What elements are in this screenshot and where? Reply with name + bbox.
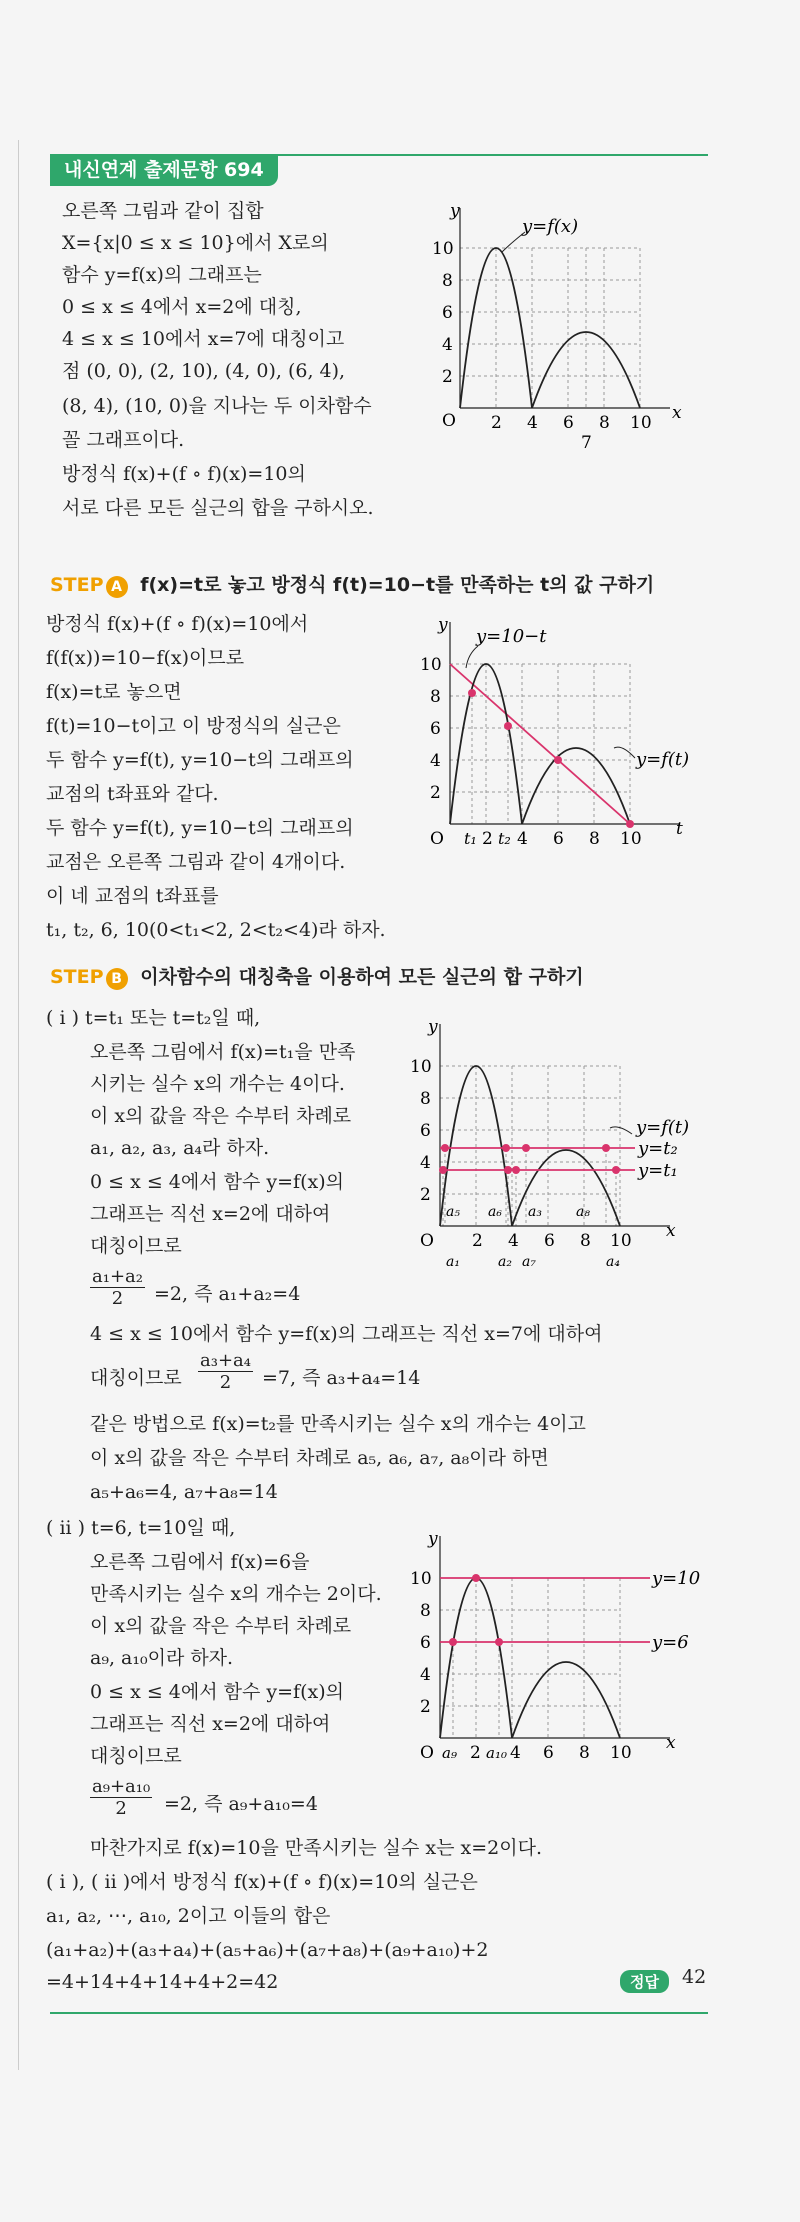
bottom-rule [50, 2012, 708, 2014]
curve-label: y=f(x) [522, 216, 579, 237]
y-axis-label: y [428, 1017, 438, 1037]
case1-line: 시키는 실수 x의 개수는 4이다. [90, 1073, 345, 1095]
t-tick: 6 [553, 829, 564, 849]
x-axis-label: x [672, 403, 682, 423]
y-tick: 4 [430, 751, 441, 771]
y-tick: 2 [420, 1697, 431, 1717]
fraction-3-rest: =2, 즉 a₉+a₁₀=4 [164, 1793, 318, 1815]
x-tick: 6 [563, 413, 574, 433]
step-b-graph-1 [400, 1010, 720, 1300]
x-tick: 6 [544, 1231, 555, 1251]
t-tick: 4 [517, 829, 528, 849]
answer-badge: 정답 [620, 1970, 669, 1993]
step-a-heading [50, 570, 654, 598]
problem-line: 방정식 f(x)+(f ∘ f)(x)=10의 [62, 463, 306, 485]
root-label: a₆ [488, 1204, 502, 1220]
case1-heading: ( i ) t=t₁ 또는 t=t₂일 때, [46, 1007, 261, 1029]
t-tick: 2 [482, 829, 493, 849]
x-tick: 4 [510, 1743, 521, 1763]
curve-label: y=f(t) [636, 749, 690, 770]
y-tick: 4 [442, 335, 453, 355]
line-t2-label: y=t₂ [638, 1138, 678, 1159]
y-tick: 4 [420, 1153, 431, 1173]
y-tick: 10 [432, 239, 454, 259]
case1-line: 이 x의 값을 작은 수부터 차례로 [90, 1105, 352, 1127]
fraction-3 [90, 1776, 152, 1819]
y-tick: 2 [420, 1185, 431, 1205]
y-tick: 8 [420, 1089, 431, 1109]
final-line: a₁, a₂, ⋯, a₁₀, 2이고 이들의 합은 [46, 1905, 331, 1927]
y-axis-label: y [450, 201, 460, 221]
x-tick: 4 [527, 413, 538, 433]
problem-graph [430, 196, 690, 456]
case1-line: a₁, a₂, a₃, a₄라 하자. [90, 1137, 270, 1159]
case1-line: 같은 방법으로 f(x)=t₂를 만족시키는 실수 x의 개수는 4이고 [90, 1413, 586, 1435]
x-tick: 6 [543, 1743, 554, 1763]
step-a-line: f(t)=10−t이고 이 방정식의 실근은 [46, 715, 341, 737]
fraction-num: a₉+a₁₀ [92, 1776, 151, 1797]
line-label: y=10−t [476, 626, 547, 647]
t-tick: 8 [589, 829, 600, 849]
fraction-1 [90, 1266, 145, 1309]
root-label: a₁ [446, 1254, 460, 1270]
t-tick: t₁ [464, 829, 477, 848]
root-label: a₈ [576, 1204, 590, 1220]
case2-line: 그래프는 직선 x=2에 대하여 [90, 1713, 331, 1735]
case2-line: 이 x의 값을 작은 수부터 차례로 [90, 1615, 352, 1637]
step-b-title: 이차함수의 대칭축을 이용하여 모든 실근의 합 구하기 [140, 966, 584, 988]
step-b-heading [50, 962, 584, 990]
step-a-line: 두 함수 y=f(t), y=10−t의 그래프의 [46, 749, 354, 771]
curve-label: y=f(t) [636, 1117, 690, 1138]
y-axis-label: y [438, 615, 448, 635]
x-tick: 8 [579, 1743, 590, 1763]
step-a-line: f(f(x))=10−f(x)이므로 [46, 647, 245, 669]
problem-line: 점 (0, 0), (2, 10), (4, 0), (6, 4), [62, 360, 346, 382]
fraction-den: 2 [115, 1798, 127, 1819]
y-tick: 4 [420, 1665, 431, 1685]
y-tick: 8 [442, 271, 453, 291]
root-label: a₇ [522, 1254, 536, 1270]
root-label: a₂ [498, 1254, 512, 1270]
final-line: 마찬가지로 f(x)=10을 만족시키는 실수 x는 x=2이다. [90, 1837, 543, 1859]
x-tick: 10 [610, 1743, 632, 1763]
fraction-den: 2 [219, 1372, 232, 1393]
step-b-graph-2 [400, 1522, 720, 1792]
step-b-letter: B [106, 968, 128, 990]
step-a-line: 교점의 t좌표와 같다. [46, 783, 219, 805]
y-tick: 6 [420, 1633, 431, 1653]
fraction-2-rest: =7, 즉 a₃+a₄=14 [262, 1367, 421, 1389]
problem-line: 서로 다른 모든 실근의 합을 구하시오. [62, 497, 374, 519]
x-tick: 8 [580, 1231, 591, 1251]
margin-line [18, 140, 19, 2070]
origin-label: O [420, 1231, 434, 1251]
x-tick-seven: 7 [581, 433, 592, 453]
origin-label: O [442, 411, 456, 431]
t-axis-label: t [676, 819, 683, 839]
x-tick: 4 [508, 1231, 519, 1251]
x-tick: a₉ [442, 1744, 457, 1762]
t-tick: t₂ [498, 829, 511, 848]
fraction-2-pre: 대칭이므로 [90, 1367, 182, 1389]
y-tick: 10 [420, 655, 442, 675]
case2-line: a₉, a₁₀이라 하자. [90, 1647, 234, 1669]
step-a-line: t₁, t₂, 6, 10(0<t₁<2, 2<t₂<4)라 하자. [46, 919, 386, 941]
y-axis-label: y [428, 1529, 438, 1549]
step-a-line: f(x)=t로 놓으면 [46, 681, 182, 703]
case1-line: 4 ≤ x ≤ 10에서 함수 y=f(x)의 그래프는 직선 x=7에 대하여 [90, 1323, 603, 1345]
problem-line: 0 ≤ x ≤ 4에서 x=2에 대칭, [62, 296, 302, 318]
case2-line: 오른쪽 그림에서 f(x)=6을 [90, 1551, 310, 1573]
final-line: =4+14+4+14+4+2=42 [46, 1971, 279, 1993]
t-tick: 10 [620, 829, 642, 849]
step-a-title: f(x)=t로 놓고 방정식 f(t)=10−t를 만족하는 t의 값 구하기 [140, 574, 655, 596]
y-tick: 10 [410, 1569, 432, 1589]
problem-line: 오른쪽 그림과 같이 집합 [62, 200, 264, 222]
final-line: (a₁+a₂)+(a₃+a₄)+(a₅+a₆)+(a₇+a₈)+(a₉+a₁₀)+2 [46, 1939, 489, 1961]
case2-line: 만족시키는 실수 x의 개수는 2이다. [90, 1583, 382, 1605]
fraction-2 [198, 1350, 253, 1393]
x-tick: 2 [491, 413, 502, 433]
step-a-line: 두 함수 y=f(t), y=10−t의 그래프의 [46, 817, 354, 839]
y-tick: 6 [442, 303, 453, 323]
y-tick: 8 [420, 1601, 431, 1621]
root-label: a₅ [446, 1204, 460, 1220]
case1-line: a₅+a₆=4, a₇+a₈=14 [90, 1481, 278, 1503]
case2-line: 대칭이므로 [90, 1745, 182, 1767]
line-t1-label: y=t₁ [638, 1160, 678, 1181]
line-6-label: y=6 [652, 1632, 689, 1653]
problem-line: (8, 4), (10, 0)을 지나는 두 이차함수 [62, 395, 372, 417]
answer-value: 42 [682, 1966, 707, 1988]
origin-label: O [430, 829, 444, 849]
problem-header-badge: 내신연계 출제문항 694 [50, 154, 278, 186]
problem-line: 꼴 그래프이다. [62, 429, 185, 451]
origin-label: O [420, 1743, 434, 1763]
y-tick: 2 [430, 783, 441, 803]
x-tick: 10 [630, 413, 652, 433]
x-tick: 10 [610, 1231, 632, 1251]
case1-line: 그래프는 직선 x=2에 대하여 [90, 1203, 331, 1225]
step-a-letter: A [106, 576, 128, 598]
root-label: a₄ [606, 1254, 620, 1270]
case1-line: 대칭이므로 [90, 1235, 182, 1257]
line-10-label: y=10 [652, 1568, 701, 1589]
problem-line: 함수 y=f(x)의 그래프는 [62, 264, 262, 286]
problem-line: X={x|0 ≤ x ≤ 10}에서 X로의 [62, 232, 329, 254]
fraction-1-rest: =2, 즉 a₁+a₂=4 [154, 1283, 301, 1305]
final-line: ( i ), ( ii )에서 방정식 f(x)+(f ∘ f)(x)=10의 실근은 [46, 1871, 478, 1893]
step-a-line: 이 네 교점의 t좌표를 [46, 885, 219, 907]
step-a-label: STEP [50, 574, 104, 596]
step-a-graph [410, 608, 710, 888]
x-tick: a₁₀ [486, 1744, 507, 1762]
step-b-label: STEP [50, 966, 104, 988]
problem-line: 4 ≤ x ≤ 10에서 x=7에 대칭이고 [62, 328, 345, 350]
x-tick: 2 [470, 1743, 481, 1763]
case2-line: 0 ≤ x ≤ 4에서 함수 y=f(x)의 [90, 1681, 344, 1703]
x-axis-label: x [666, 1221, 676, 1241]
x-axis-label: x [666, 1733, 676, 1753]
x-tick: 2 [472, 1231, 483, 1251]
root-label: a₃ [528, 1204, 542, 1220]
y-tick: 10 [410, 1057, 432, 1077]
y-tick: 6 [430, 719, 441, 739]
fraction-num: a₁+a₂ [92, 1266, 143, 1287]
x-tick: 8 [599, 413, 610, 433]
fraction-num: a₃+a₄ [200, 1350, 251, 1371]
y-tick: 6 [420, 1121, 431, 1141]
y-tick: 2 [442, 367, 453, 387]
step-a-line: 교점은 오른쪽 그림과 같이 4개이다. [46, 851, 346, 873]
case1-line: 이 x의 값을 작은 수부터 차례로 a₅, a₆, a₇, a₈이라 하면 [90, 1447, 549, 1469]
case1-line: 오른쪽 그림에서 f(x)=t₁을 만족 [90, 1041, 356, 1063]
case2-heading: ( ii ) t=6, t=10일 때, [46, 1517, 236, 1539]
step-a-line: 방정식 f(x)+(f ∘ f)(x)=10에서 [46, 613, 309, 635]
y-tick: 8 [430, 687, 441, 707]
fraction-den: 2 [111, 1288, 124, 1309]
case1-line: 0 ≤ x ≤ 4에서 함수 y=f(x)의 [90, 1171, 344, 1193]
